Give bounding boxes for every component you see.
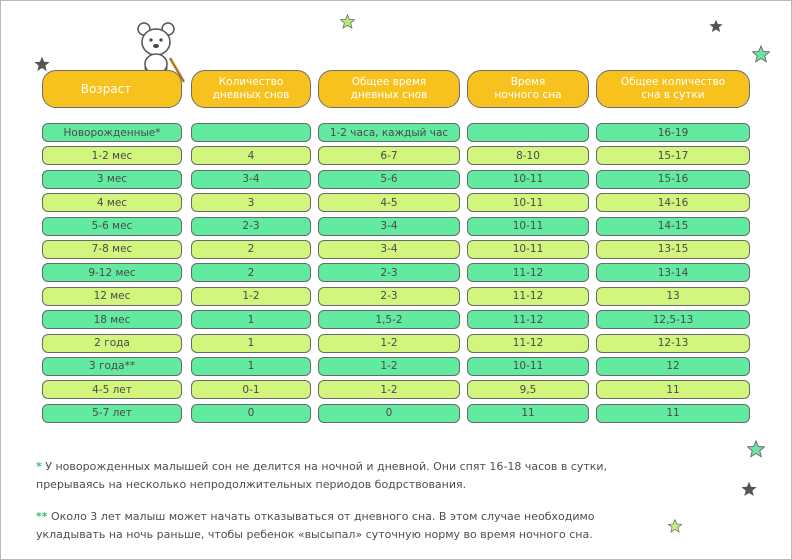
star-icon [709,19,723,33]
table-cell: 3-4 [318,240,460,259]
footnote-marker: ** [36,510,48,523]
footnote-text: Около 3 лет малыш может начать отказываться от дневного сна. В этом случае необходимо [51,510,595,523]
header-day-naps: Количество дневных снов [191,70,311,108]
table-cell: 1 [191,310,311,329]
table-cell: 3-4 [318,217,460,236]
table-cell: 10-11 [467,240,589,259]
column-total [596,123,750,427]
footnote-text: прерываясь на несколько непродолжительных периодов бодрствования. [36,478,467,491]
table-cell: 9-12 мес [42,263,182,282]
table-cell: 7-8 мес [42,240,182,259]
table-cell: 18 мес [42,310,182,329]
table-cell: 2-3 [318,263,460,282]
table-cell: 2 [191,263,311,282]
table-cell: 10-11 [467,170,589,189]
table-cell: 1 [191,357,311,376]
table-cell [191,123,311,142]
star-icon [752,45,770,63]
table-cell: 0 [191,404,311,423]
table-cell: 2 года [42,334,182,353]
table-cell: 10-11 [467,357,589,376]
table-cell: 14-16 [596,193,750,212]
table-cell: 1-2 [318,380,460,399]
column-day-naps [191,123,311,427]
footnote-text: укладывать на ночь раньше, чтобы ребенок «высыпал» суточную норму во время ночного сна. [36,528,593,541]
table-cell: 11-12 [467,287,589,306]
footnote-marker: * [36,460,42,473]
table-cell: 13 [596,287,750,306]
table-cell: 10-11 [467,193,589,212]
table-cell: Новорожденные* [42,123,182,142]
table-cell: 11-12 [467,310,589,329]
column-night [467,123,589,427]
header-age: Возраст [42,70,182,108]
table-cell: 0 [318,404,460,423]
table-cell: 2-3 [318,287,460,306]
table-cell: 1 [191,334,311,353]
star-icon [34,56,50,72]
table-cell: 3 мес [42,170,182,189]
table-cell: 13-15 [596,240,750,259]
footnote-text: У новорожденных малышей сон не делится на ночной и дневной. Они спят 16-18 часов в сутки, [45,460,608,473]
table-cell: 1,5-2 [318,310,460,329]
star-icon [340,14,355,29]
header-day-total: Общее время дневных снов [318,70,460,108]
table-cell: 11 [596,404,750,423]
table-cell: 12 [596,357,750,376]
table-cell: 2 [191,240,311,259]
table-cell: 16-19 [596,123,750,142]
table-cell: 5-7 лет [42,404,182,423]
table-cell: 1-2 часа, каждый час [318,123,460,142]
table-cell: 11 [596,380,750,399]
table-cell: 12 мес [42,287,182,306]
header-total: Общее количество сна в сутки [596,70,750,108]
table-cell: 4-5 лет [42,380,182,399]
table-cell: 11-12 [467,334,589,353]
footnote-three-years [36,508,595,544]
table-cell: 0-1 [191,380,311,399]
table-cell: 1-2 мес [42,146,182,165]
table-cell: 4 мес [42,193,182,212]
table-cell: 5-6 [318,170,460,189]
table-cell: 5-6 мес [42,217,182,236]
table-cell: 4 [191,146,311,165]
table-cell: 3 [191,193,311,212]
table-cell: 3-4 [191,170,311,189]
table-cell: 11 [467,404,589,423]
star-icon [668,519,682,533]
table-cell: 6-7 [318,146,460,165]
star-icon [741,481,757,497]
table-cell: 15-16 [596,170,750,189]
table-cell [467,123,589,142]
table-cell: 15-17 [596,146,750,165]
table-cell: 9,5 [467,380,589,399]
table-cell: 13-14 [596,263,750,282]
table-cell: 1-2 [191,287,311,306]
table-cell: 10-11 [467,217,589,236]
table-cell: 4-5 [318,193,460,212]
column-day-total [318,123,460,427]
table-cell: 12,5-13 [596,310,750,329]
table-cell: 3 года** [42,357,182,376]
table-cell: 11-12 [467,263,589,282]
column-age [42,123,182,427]
table-cell: 8-10 [467,146,589,165]
footnote-newborn [36,458,607,494]
table-cell: 14-15 [596,217,750,236]
table-cell: 12-13 [596,334,750,353]
table-cell: 1-2 [318,357,460,376]
table-cell: 2-3 [191,217,311,236]
star-icon [747,440,765,458]
header-night: Время ночного сна [467,70,589,108]
table-cell: 1-2 [318,334,460,353]
